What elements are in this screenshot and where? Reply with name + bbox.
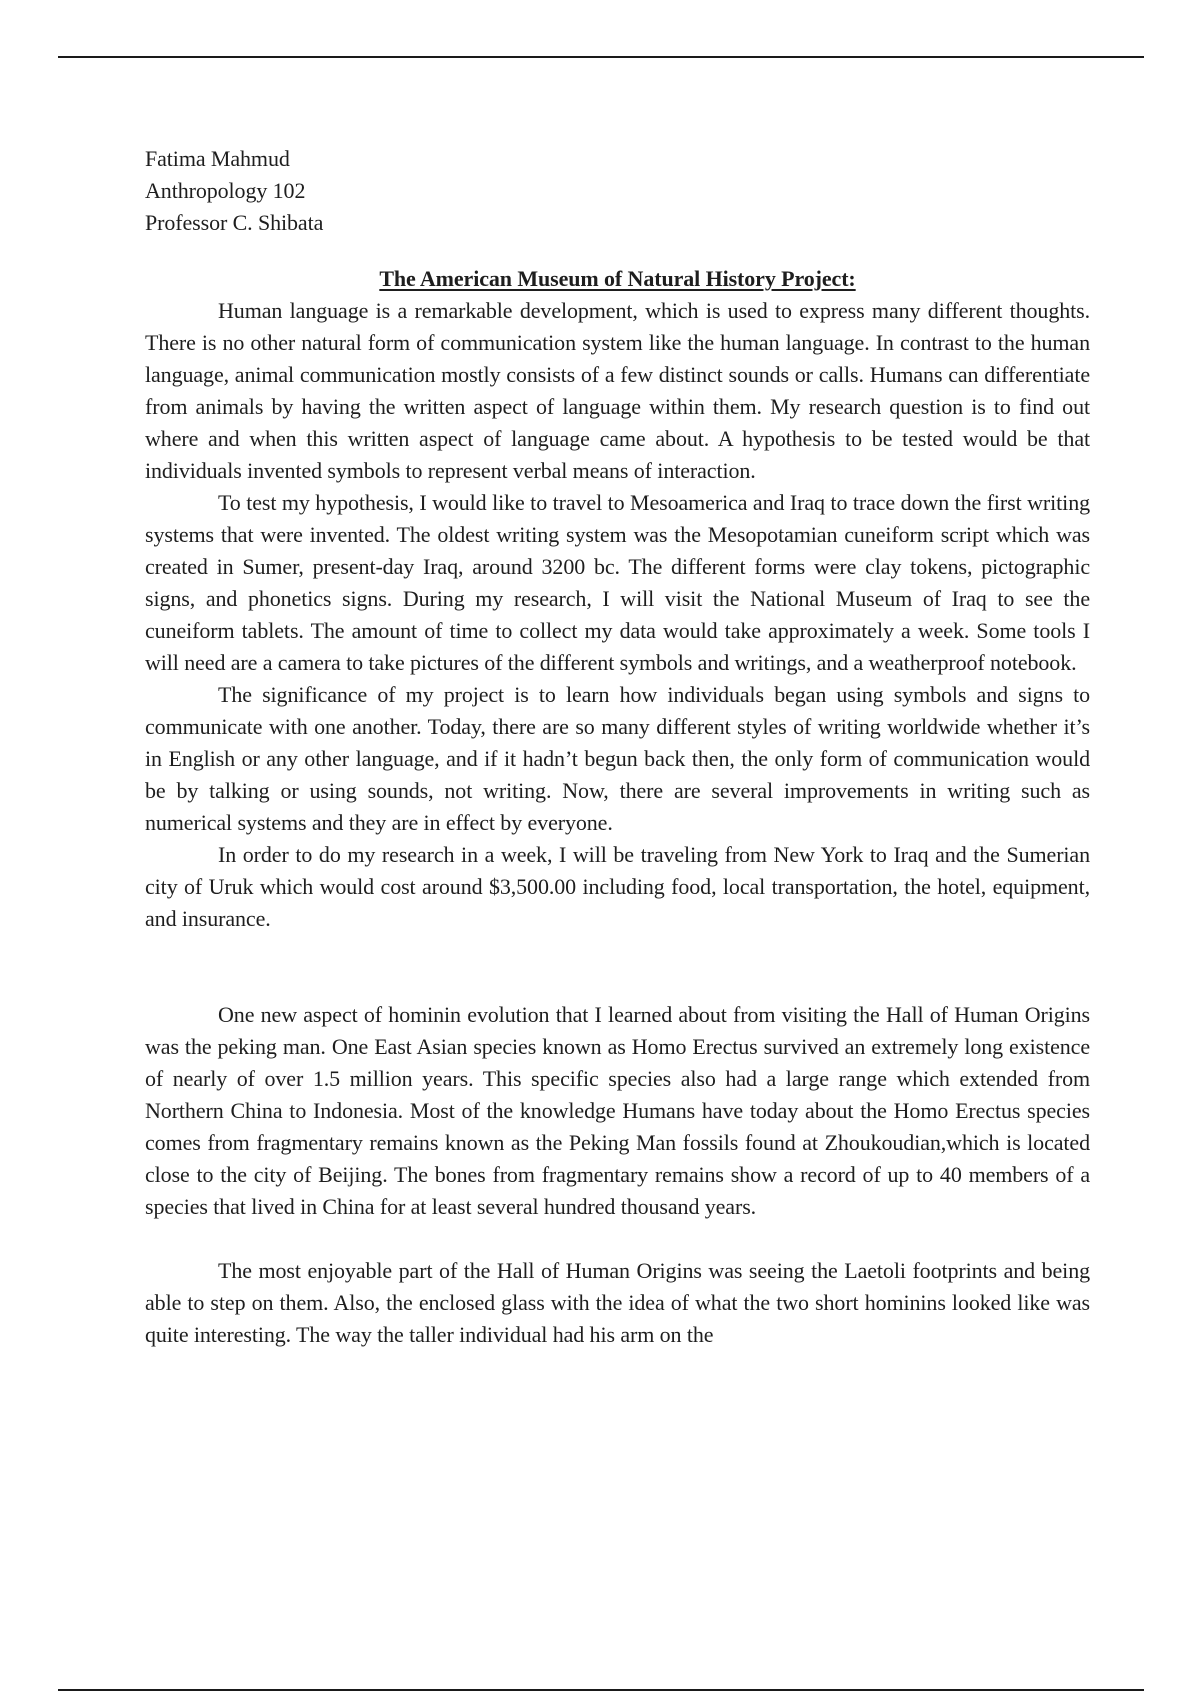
- paragraph-peking-man: One new aspect of hominin evolution that I learned about from visiting the Hall of Human Origins was the peking man. One East Asian species known as Homo Erectus survived an extremely long existence of nearly of over 1.5 million years. This specific species also had a large range which extended from Northern China to Indonesia. Most of the knowledge Humans have today about the Homo Erectus species comes from fragmentary remains known as the Peking Man fossils found at Zhoukoudian,which is located close to the city of Beijing. The bones from fragmentary remains show a record of up to 40 members of a species that lived in China for at least several hundred thousand years.: [145, 1002, 1090, 1219]
- document-title: The American Museum of Natural History Project:: [379, 266, 856, 291]
- bottom-rule: [58, 1689, 1144, 1691]
- professor-name: Professor C. Shibata: [145, 210, 324, 235]
- author-name: Fatima Mahmud: [145, 146, 290, 171]
- paragraph-significance: The significance of my project is to learn how individuals began using symbols and signs to communicate with one another. Today, there are so many different styles of writing worldwide whether it’s in English or any other language, and if it hadn’t begun back then, the only form of communication would be by talking or using sounds, not writing. Now, there are several improvements in writing such as numerical systems and they are in effect by everyone.: [145, 682, 1090, 835]
- paragraph-laetoli: The most enjoyable part of the Hall of Human Origins was seeing the Laetoli footprints and being able to step on them. Also, the enclosed glass with the idea of what the two short hominins looked like was quite interesting. The way the taller individual had his arm on the: [145, 1258, 1090, 1347]
- paragraph-hypothesis-test: To test my hypothesis, I would like to travel to Mesoamerica and Iraq to trace down the first writing systems that were invented. The oldest writing system was the Mesopotamian cuneiform script which was created in Sumer, present-day Iraq, around 3200 bc. The different forms were clay tokens, pictographic signs, and phonetics signs. During my research, I will visit the National Museum of Iraq to see the cuneiform tablets. The amount of time to collect my data would take approximately a week. Some tools I will need are a camera to take pictures of the different symbols and writings, and a weatherproof notebook.: [145, 490, 1090, 675]
- top-rule: [58, 56, 1144, 58]
- document-body: [145, 143, 1090, 1351]
- paragraph-budget: In order to do my research in a week, I will be traveling from New York to Iraq and the Sumerian city of Uruk which would cost around $3,500.00 including food, local transportation, the hotel, equipment, and insurance.: [145, 842, 1090, 931]
- course-name: Anthropology 102: [145, 178, 306, 203]
- paragraph-intro: Human language is a remarkable development, which is used to express many different thoughts. There is no other natural form of communication system like the human language. In contrast to the human language, animal communication mostly consists of a few distinct sounds or calls. Humans can differentiate from animals by having the written aspect of language within them. My research question is to find out where and when this written aspect of language came about. A hypothesis to be tested would be that individuals invented symbols to represent verbal means of interaction.: [145, 298, 1090, 483]
